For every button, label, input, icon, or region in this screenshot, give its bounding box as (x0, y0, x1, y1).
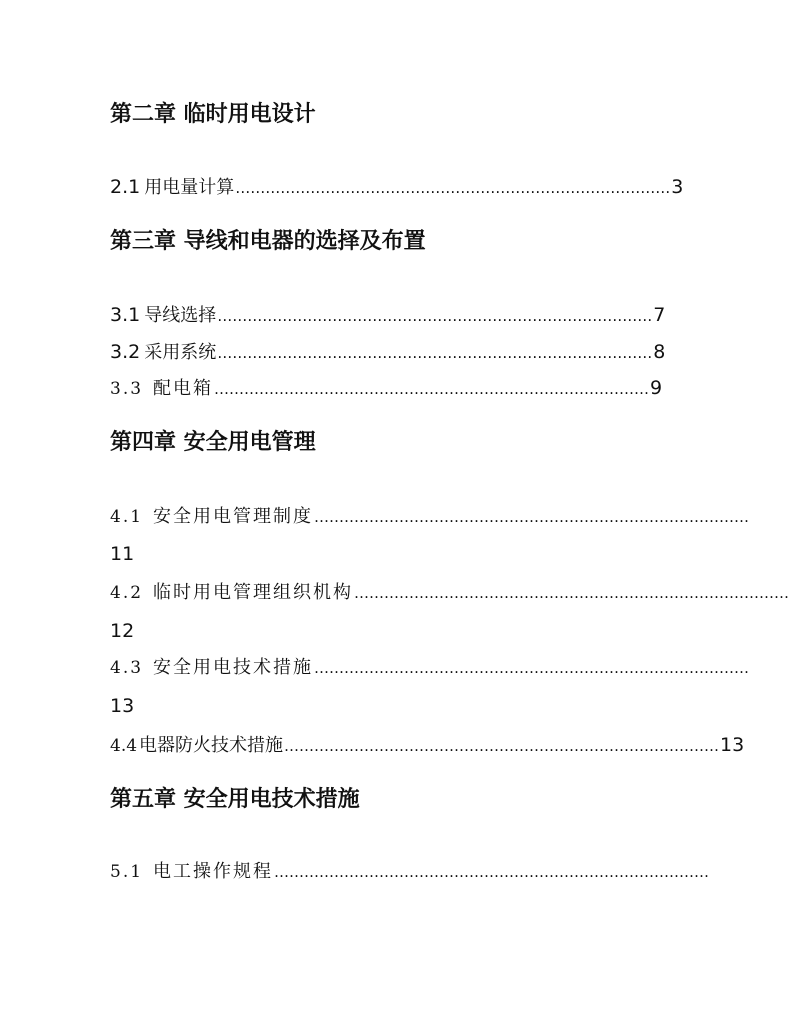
entry-title: 临时用电管理组织机构 (153, 582, 354, 603)
toc-entry[interactable] (110, 861, 710, 882)
toc-entry[interactable] (110, 176, 684, 198)
entry-page-number: 13 (720, 734, 745, 756)
dot-leader: …………………………………………………………………………… (354, 584, 789, 602)
entry-number: 3.3 (110, 379, 144, 399)
chapter-heading: 第五章 安全用电技术措施 (110, 787, 360, 812)
dot-leader: …………………………………………………………………………… (217, 344, 653, 362)
dot-leader: …………………………………………………………………………… (314, 659, 750, 677)
toc-entry[interactable] (110, 341, 666, 363)
entry-title: 导线选择 (144, 305, 217, 326)
chapter-heading: 第四章 安全用电管理 (110, 430, 316, 455)
entry-page-number: 8 (653, 341, 666, 363)
entry-title: 配电箱 (153, 378, 214, 399)
entry-title: 安全用电技术措施 (153, 657, 314, 678)
entry-page-number[interactable]: 11 (110, 543, 135, 565)
entry-number: 3.2 (110, 341, 141, 363)
toc-entry[interactable] (110, 377, 663, 399)
entry-title: 电工操作规程 (153, 861, 274, 882)
dot-leader: …………………………………………………………………………… (217, 307, 653, 325)
entry-title: 安全用电管理制度 (153, 506, 314, 527)
entry-number: 2.1 (110, 176, 141, 198)
entry-page-number: 7 (653, 304, 666, 326)
dot-leader: …………………………………………………………………………… (284, 737, 720, 755)
entry-number: 4.3 (110, 658, 144, 678)
toc-entry[interactable] (110, 304, 666, 326)
toc-entry[interactable] (110, 734, 745, 756)
dot-leader: …………………………………………………………………………… (214, 380, 650, 398)
dot-leader: …………………………………………………………………………… (314, 508, 750, 526)
entry-title: 电器防火技术措施 (139, 735, 284, 756)
entry-page-number[interactable]: 12 (110, 620, 135, 642)
entry-page-number: 9 (650, 377, 663, 399)
chapter-heading: 第三章 导线和电器的选择及布置 (110, 229, 426, 254)
entry-number: 4.4 (110, 736, 138, 756)
entry-title: 采用系统 (144, 342, 217, 363)
dot-leader: …………………………………………………………………………… (274, 863, 710, 881)
entry-number: 5.1 (110, 862, 144, 882)
toc-entry[interactable] (110, 657, 750, 678)
entry-page-number: 3 (671, 176, 684, 198)
entry-title: 用电量计算 (144, 177, 235, 198)
entry-number: 3.1 (110, 304, 141, 326)
toc-entry[interactable] (110, 582, 789, 603)
entry-number: 4.1 (110, 507, 144, 527)
entry-number: 4.2 (110, 583, 144, 603)
dot-leader: …………………………………………………………………………… (235, 179, 671, 197)
toc-entry[interactable] (110, 506, 750, 527)
entry-page-number[interactable]: 13 (110, 695, 135, 717)
chapter-heading: 第二章 临时用电设计 (110, 102, 316, 127)
